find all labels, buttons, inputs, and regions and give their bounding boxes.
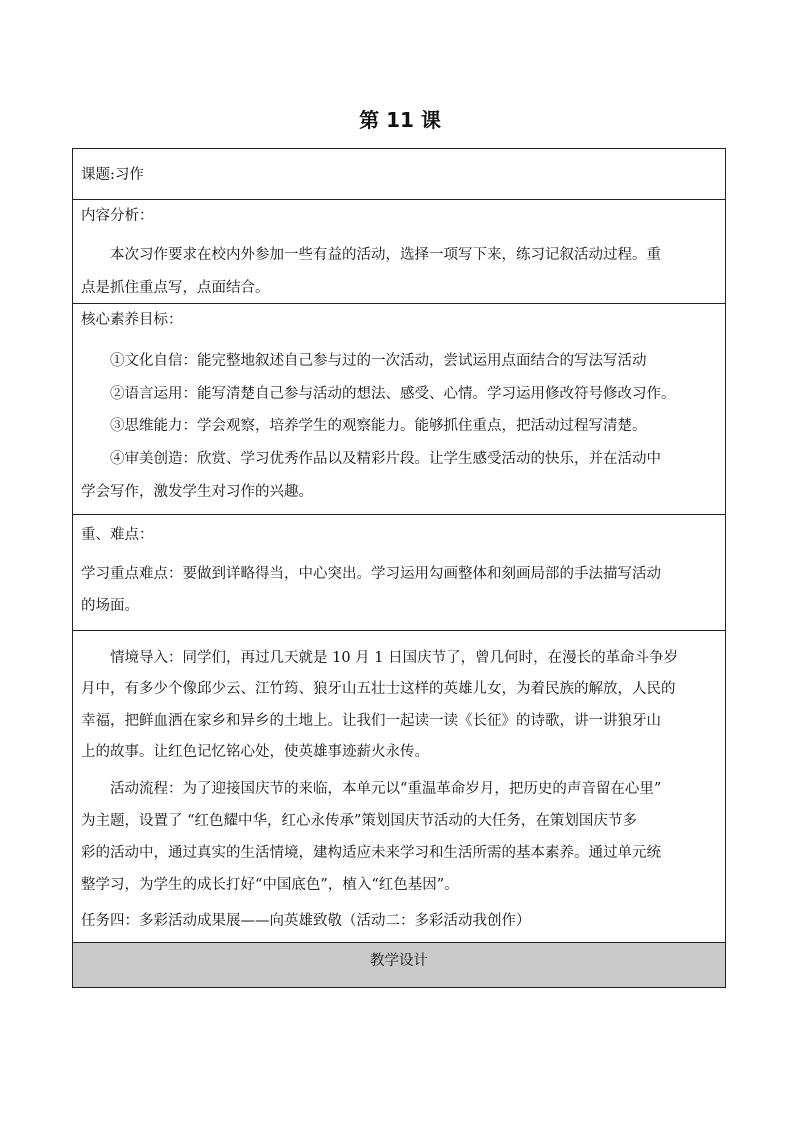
activity-flow-line: 为主题，设置了 “红色耀中华，红心永传承”策划国庆节活动的大任务，在策划国庆节多 (81, 813, 637, 829)
core-goal-item: ③思维能力：学会观察，培养学生的观察能力。能够抓住重点，把活动过程写清楚。 (110, 418, 647, 434)
lesson-table (72, 148, 726, 988)
core-goal-item: ④审美创造：欣赏、学习优秀作品以及精彩片段。让学生感受活动的快乐，并在活动中 (110, 451, 661, 467)
teaching-design-label: 教学设计 (370, 953, 428, 969)
key-points-line: 的场面。 (81, 598, 139, 614)
task-line: 任务四：多彩活动成果展——向英雄致敬（活动二：多彩活动我创作） (81, 913, 531, 929)
content-analysis-row (73, 199, 725, 303)
core-goals-heading: 核心素养目标： (81, 312, 183, 328)
activity-flow-line: 整学习，为学生的成长打好“中国底色”，植入“红色基因”。 (81, 877, 459, 893)
teaching-intro-row (73, 630, 725, 942)
activity-flow-line: 活动流程：为了迎接国庆节的来临，本单元以“重温革命岁月，把历史的声音留在心里” (110, 781, 662, 797)
key-points-line: 学习重点难点：要做到详略得当，中心突出。学习运用勾画整体和刻画局部的手法描写活动 (81, 566, 661, 582)
activity-flow-line: 彩的活动中，通过真实的生活情境，建构适应未来学习和生活所需的基本素养。通过单元统 (81, 845, 661, 861)
key-points-heading: 重、难点： (81, 527, 154, 543)
topic-label: 课题:习作 (81, 167, 144, 183)
situation-line: 情境导入：同学们，再过几天就是 10 月 1 日国庆节了，曾几何时，在漫长的革命斗争岁 (110, 650, 679, 666)
page-title: 第 11 课 (359, 108, 441, 132)
content-analysis-heading: 内容分析： (81, 208, 154, 224)
core-goal-item: ②语言运用：能写清楚自己参与活动的想法、感受、心情。学习运用修改符号修改习作。 (110, 386, 676, 402)
core-goal-item: ①文化自信：能完整地叙述自己参与过的一次活动，尝试运用点面结合的写法写活动 (110, 353, 647, 369)
content-analysis-line: 点是抓住重点写，点面结合。 (81, 280, 270, 296)
topic-row (73, 149, 725, 199)
content-analysis-line: 本次习作要求在校内外参加一些有益的活动，选择一项写下来，练习记叙活动过程。重 (110, 247, 661, 263)
key-points-row (73, 514, 725, 630)
core-goals-row (73, 303, 725, 514)
core-goal-item: 学会写作，激发学生对习作的兴趣。 (81, 484, 313, 500)
situation-line: 幸福，把鲜血洒在家乡和异乡的土地上。让我们一起读一读《长征》的诗歌，讲一讲狼牙山 (81, 713, 661, 729)
situation-line: 月中，有多少个像邱少云、江竹筠、狼牙山五壮士这样的英雄儿女，为着民族的解放，人民的 (81, 681, 676, 697)
situation-line: 上的故事。让红色记忆铭心处，使英雄事迹薪火永传。 (81, 744, 429, 760)
teaching-design-header (73, 942, 725, 987)
